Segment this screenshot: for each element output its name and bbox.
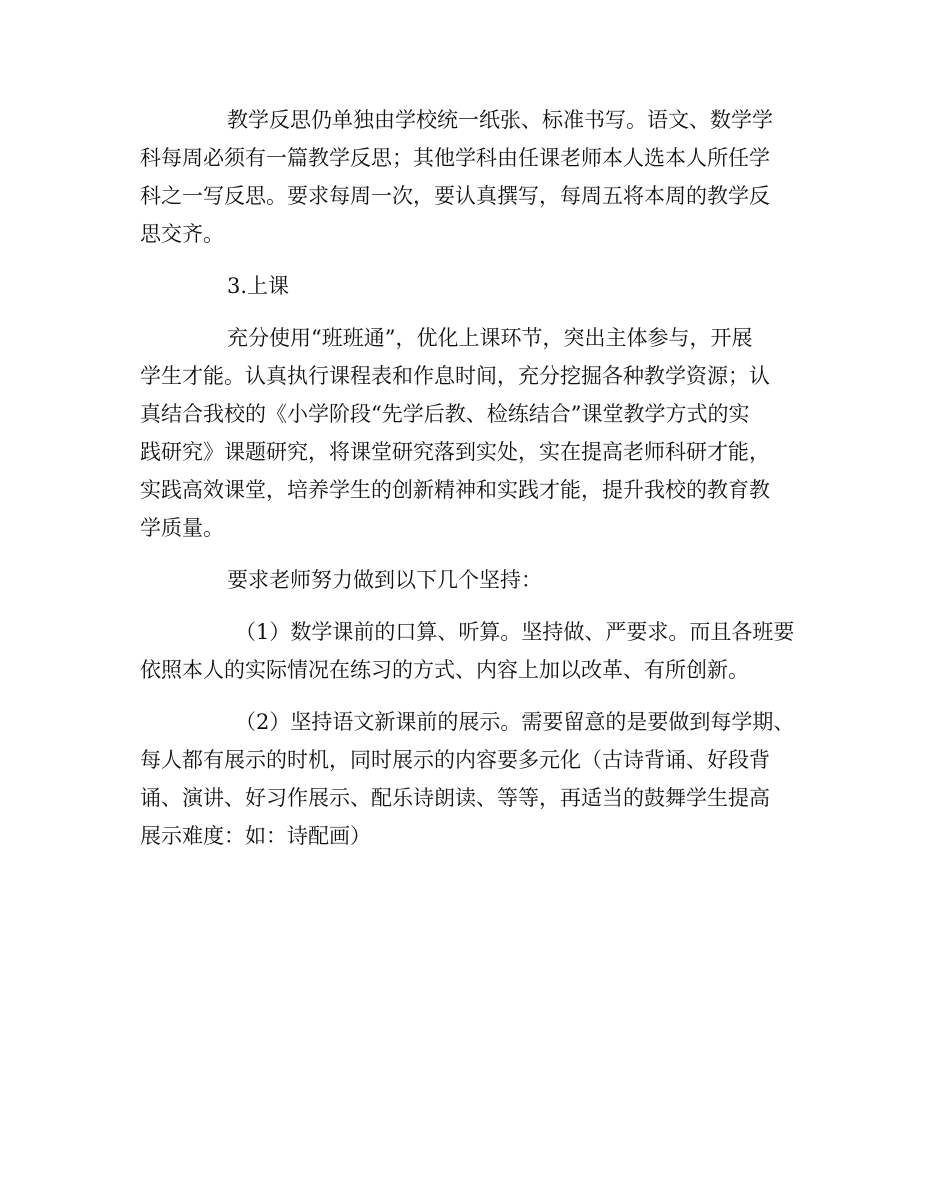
text-line: 要求老师努力做到以下几个坚持： [227,568,542,592]
text-line: 科之一写反思。要求每周一次，要认真撰写，每周五将本周的教学反 [140,184,770,208]
text-line: 践研究》课题研究，将课堂研究落到实处，实在提高老师科研才能， [140,440,770,464]
text-line: 教学反思仍单独由学校统一纸张、标准书写。语文、数学学 [227,108,773,132]
text-line: 学生才能。认真执行课程表和作息时间，充分挖掘各种教学资源；认 [140,364,770,388]
text-line: 思交齐。 [140,222,224,246]
text-line: （2）坚持语文新课前的展示。需要留意的是要做到每学期、 [235,710,795,734]
text-line: 学质量。 [140,516,224,540]
text-line: 实践高效课堂，培养学生的创新精神和实践才能，提升我校的教育教 [140,478,770,502]
text-line: 展示难度：如：诗配画） [140,824,371,848]
text-line: 每人都有展示的时机，同时展示的内容要多元化（古诗背诵、好段背 [140,748,770,772]
text-line: 真结合我校的《小学阶段“先学后教、检练结合”课堂教学方式的实 [140,402,750,426]
text-line: 科每周必须有一篇教学反思；其他学科由任课老师本人选本人所任学 [140,146,770,170]
text-line: 依照本人的实际情况在练习的方式、内容上加以改革、有所创新。 [140,658,749,682]
paragraph-class-usage [140,319,810,547]
text-line: 诵、演讲、好习作展示、配乐诗朗读、等等，再适当的鼓舞学生提高 [140,786,770,810]
text-line: （1）数学课前的口算、听算。坚持做、严要求。而且各班要 [235,620,795,644]
text-line: 充分使用“班班通”，优化上课环节，突出主体参与，开展 [227,326,753,350]
paragraph-teaching-reflection [140,101,810,253]
list-item-chinese [140,703,810,855]
list-item-math [140,613,810,689]
paragraph-requirements-intro [140,561,810,599]
text-line: 3.上课 [227,274,290,298]
document-body [140,101,810,869]
section-heading-class [140,267,810,305]
